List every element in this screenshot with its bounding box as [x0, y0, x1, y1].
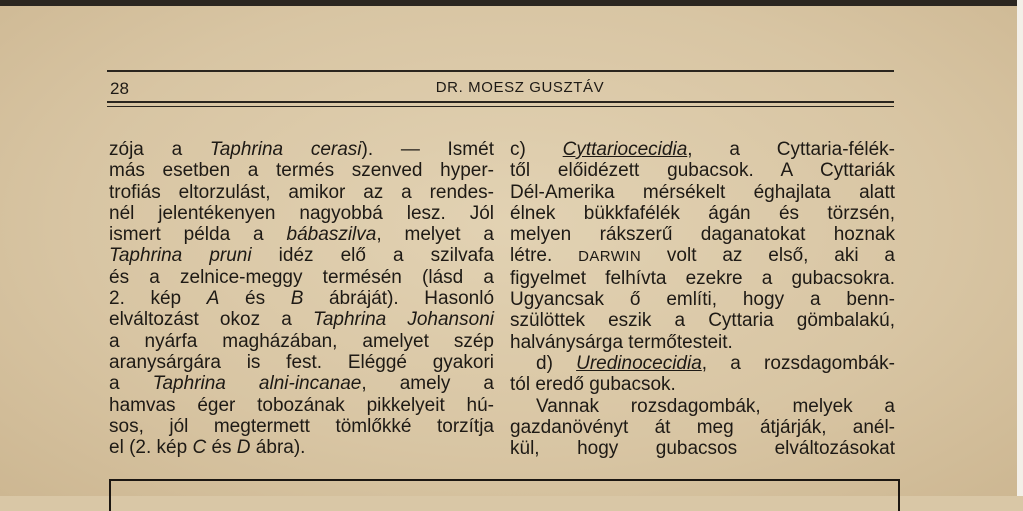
- text-run: Ugyancsak ő említi, hogy a benn-: [510, 289, 895, 311]
- text-line: [510, 289, 895, 310]
- text-run: volt az első, aki a: [641, 245, 895, 267]
- italic-text: Uredinocecidia: [576, 352, 702, 374]
- scan-right-border: [1017, 0, 1023, 496]
- right-text-column: [510, 139, 895, 459]
- italic-text: Taphrina alni-incanae: [152, 373, 362, 395]
- text-run: 2. kép: [109, 288, 207, 310]
- text-run: aranysárgára is fest. Eléggé gyakori: [109, 351, 494, 373]
- running-head: DR. MOESZ GUSZTÁV: [435, 79, 605, 96]
- text-run: melyen rákszerű daganatokat hoznak: [510, 224, 895, 246]
- text-line: [510, 160, 895, 181]
- text-run: létre.: [510, 245, 579, 267]
- text-line: [510, 268, 895, 289]
- italic-text: D: [236, 437, 251, 459]
- text-line: [109, 245, 494, 266]
- text-run: , a Cyttaria-félék-: [687, 139, 896, 160]
- header-rule-bottom-thin: [107, 106, 894, 107]
- text-line: [109, 160, 494, 181]
- text-line: [109, 288, 494, 309]
- page-number: 28: [110, 79, 129, 98]
- italic-text: bábaszilva: [286, 224, 377, 246]
- text-run: a: [109, 373, 153, 395]
- text-line: [109, 267, 494, 288]
- text-run: és: [206, 437, 237, 459]
- italic-text: Taphrina pruni: [109, 245, 252, 267]
- scan-top-border: [0, 0, 1023, 6]
- text-line: [510, 353, 895, 374]
- text-run: szülöttek eszik a Cyttaria gömbalakú,: [510, 310, 895, 332]
- text-line: [109, 309, 494, 330]
- text-run: tól eredő gubacsok.: [510, 374, 676, 396]
- text-line: [510, 224, 895, 245]
- text-run: től előidézett gubacsok. A Cyttariák: [510, 160, 895, 182]
- header-rule-top: [107, 70, 894, 72]
- text-line: [109, 331, 494, 352]
- header-rule-bottom: [107, 101, 894, 103]
- text-run: más esetben a termés szenved hyper-: [109, 160, 494, 182]
- italic-text: Taphrina Johansoni: [312, 309, 494, 331]
- text-line: [510, 310, 895, 331]
- text-run: ábra).: [250, 437, 306, 459]
- text-line: [510, 139, 895, 160]
- text-run: , amely a: [361, 373, 494, 395]
- text-line: [510, 417, 895, 438]
- text-line: [510, 182, 895, 203]
- text-run: idéz elő a szilvafa: [251, 245, 495, 267]
- text-line: [510, 396, 895, 417]
- text-run: ). — Ismét: [361, 139, 494, 160]
- text-run: d): [536, 352, 577, 374]
- left-text-column: [109, 139, 494, 458]
- text-line: [109, 437, 494, 458]
- text-run: el (2. kép: [109, 437, 193, 459]
- text-run: Dél-Amerika mérsékelt éghajlata alatt: [510, 181, 895, 203]
- text-run: c): [510, 139, 563, 160]
- text-line: [510, 332, 895, 353]
- text-run: és: [219, 288, 291, 310]
- text-run: figyelmet felhívta ezekre a gubacsokra.: [510, 267, 895, 289]
- text-line: [510, 438, 895, 459]
- text-run: a nyárfa magházában, amelyet szép: [109, 330, 494, 352]
- text-run: zója a: [109, 139, 210, 160]
- text-run: , melyet a: [376, 224, 494, 246]
- text-run: gazdanövényt át meg átjárják, anél-: [510, 416, 895, 438]
- italic-text: C: [192, 437, 207, 459]
- text-run: ismert példa a: [109, 224, 287, 246]
- text-line: [109, 352, 494, 373]
- text-line: [109, 224, 494, 245]
- figure-frame: [109, 479, 900, 511]
- text-line: [109, 182, 494, 203]
- italic-text: B: [290, 288, 304, 310]
- text-run: élnek bükkfafélék ágán és törzsén,: [510, 202, 895, 224]
- text-line: [510, 374, 895, 395]
- text-line: [109, 203, 494, 224]
- italic-text: Taphrina cerasi: [209, 139, 362, 160]
- text-run: elváltozást okoz a: [109, 309, 313, 331]
- text-line: [510, 245, 895, 267]
- small-caps-name: DARWIN: [578, 248, 642, 266]
- text-run: hamvas éger tobozának pikkelyeit hú-: [109, 394, 494, 416]
- text-run: kül, hogy gubacsos elváltozásokat: [510, 438, 895, 460]
- italic-text: Cyttariocecidia: [562, 139, 688, 160]
- text-run: trofiás eltorzulást, amikor az a rendes-: [109, 181, 494, 203]
- text-run: sos, jól megtermett tömlőkké torzítja: [109, 415, 494, 437]
- text-run: Vannak rozsdagombák, melyek a: [536, 395, 895, 417]
- text-run: halványsárga termőtesteit.: [510, 331, 733, 353]
- text-line: [109, 416, 494, 437]
- text-line: [109, 395, 494, 416]
- text-line: [109, 373, 494, 394]
- text-run: ábráját). Hasonló: [303, 288, 495, 310]
- text-run: , a rozsdagombák-: [701, 352, 895, 374]
- italic-text: A: [206, 288, 220, 310]
- text-run: nél jelentékenyen nagyobbá lesz. Jól: [109, 202, 494, 224]
- text-line: [109, 139, 494, 160]
- text-run: és a zelnice-meggy termésén (lásd a: [109, 266, 494, 288]
- text-line: [510, 203, 895, 224]
